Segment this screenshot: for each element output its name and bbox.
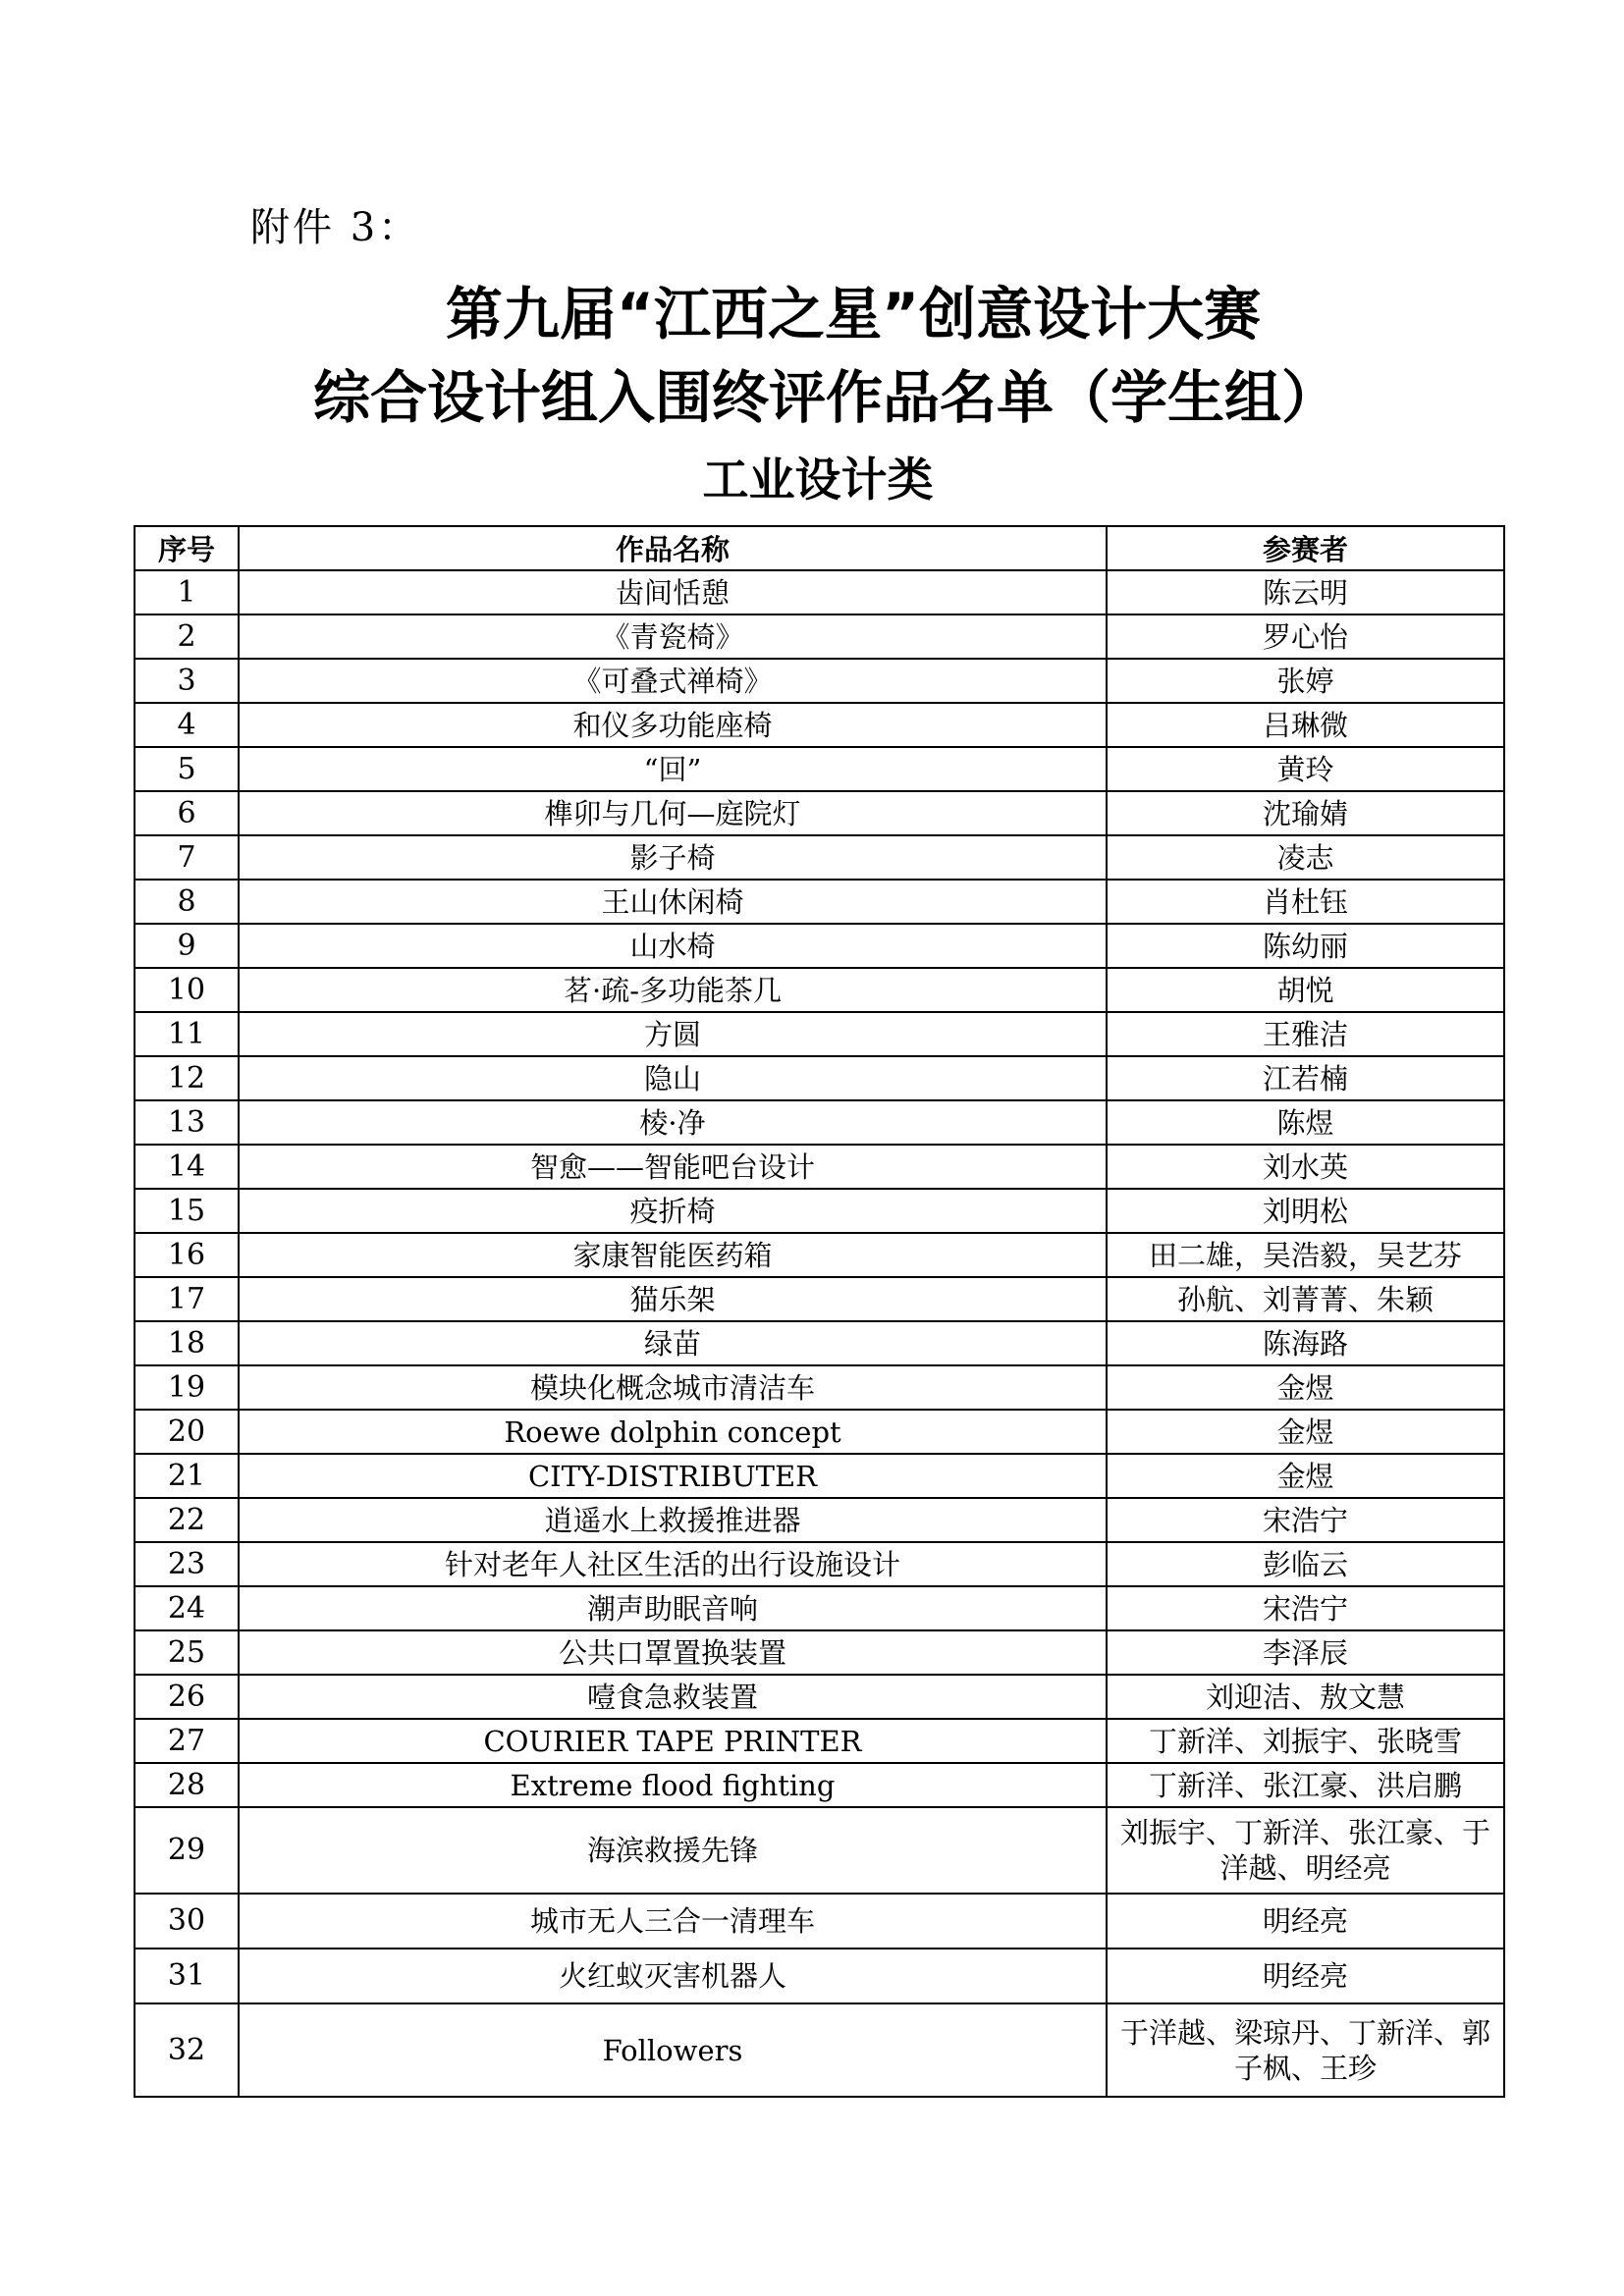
table-row (135, 1675, 1504, 1719)
row-work-title: CITY-DISTRIBUTER (239, 1454, 1107, 1498)
table-row (135, 1807, 1504, 1894)
row-participants: 田二雄，吴浩毅，吴艺芬 (1107, 1233, 1504, 1277)
row-work-title: 火红蚁灭害机器人 (239, 1949, 1107, 2003)
row-number: 22 (135, 1498, 239, 1542)
row-work-title: 茗·疏-多功能茶几 (239, 968, 1107, 1012)
table-row (135, 1630, 1504, 1675)
row-participants: 陈海路 (1107, 1321, 1504, 1365)
attachment-label: 附件 3： (250, 205, 421, 250)
row-participants: 张婷 (1107, 659, 1504, 703)
row-participants: 丁新洋、张江豪、洪启鹏 (1107, 1763, 1504, 1807)
row-number: 2 (135, 614, 239, 659)
table-header-row (135, 526, 1504, 570)
row-work-title: 齿间恬憩 (239, 570, 1107, 614)
table-row (135, 1277, 1504, 1321)
row-work-title: 隐山 (239, 1056, 1107, 1100)
row-participants: 凌志 (1107, 835, 1504, 880)
row-work-title: 疫折椅 (239, 1189, 1107, 1233)
table-row (135, 703, 1504, 747)
row-number: 28 (135, 1763, 239, 1807)
row-work-title: 榫卯与几何—庭院灯 (239, 791, 1107, 835)
row-participants: 刘迎洁、敖文慧 (1107, 1675, 1504, 1719)
row-work-title: 噎食急救装置 (239, 1675, 1107, 1719)
row-number: 26 (135, 1675, 239, 1719)
row-number: 10 (135, 968, 239, 1012)
row-work-title: 家康智能医药箱 (239, 1233, 1107, 1277)
row-number: 15 (135, 1189, 239, 1233)
row-participants: 刘水英 (1107, 1145, 1504, 1189)
row-participants: 沈瑜婧 (1107, 791, 1504, 835)
table-row (135, 570, 1504, 614)
table-row (135, 835, 1504, 880)
row-work-title: 山水椅 (239, 924, 1107, 968)
row-number: 9 (135, 924, 239, 968)
row-participants: 宋浩宁 (1107, 1498, 1504, 1542)
row-work-title: 方圆 (239, 1012, 1107, 1056)
row-participants: 罗心怡 (1107, 614, 1504, 659)
table-row (135, 1454, 1504, 1498)
table-body (135, 570, 1504, 2097)
header-participants: 参赛者 (1107, 526, 1504, 570)
row-work-title: 王山休闲椅 (239, 880, 1107, 924)
table-row (135, 1365, 1504, 1410)
row-number: 16 (135, 1233, 239, 1277)
document-title-line1: 第九届“江西之星”创意设计大赛 (445, 281, 1262, 347)
header-number: 序号 (135, 526, 239, 570)
row-work-title: 逍遥水上救援推进器 (239, 1498, 1107, 1542)
row-participants: 陈云明 (1107, 570, 1504, 614)
row-participants: 彭临云 (1107, 1542, 1504, 1586)
table-row (135, 1498, 1504, 1542)
row-work-title: 《可叠式禅椅》 (239, 659, 1107, 703)
row-participants: 明经亮 (1107, 1949, 1504, 2003)
row-number: 20 (135, 1410, 239, 1454)
row-participants: 陈幼丽 (1107, 924, 1504, 968)
row-number: 23 (135, 1542, 239, 1586)
row-participants: 金煜 (1107, 1410, 1504, 1454)
row-participants: 江若楠 (1107, 1056, 1504, 1100)
row-participants: 宋浩宁 (1107, 1586, 1504, 1630)
row-work-title: 模块化概念城市清洁车 (239, 1365, 1107, 1410)
table-row (135, 968, 1504, 1012)
row-number: 6 (135, 791, 239, 835)
row-number: 1 (135, 570, 239, 614)
row-work-title: 和仪多功能座椅 (239, 703, 1107, 747)
table-row (135, 791, 1504, 835)
row-participants: 孙航、刘菁菁、朱颖 (1107, 1277, 1504, 1321)
row-number: 7 (135, 835, 239, 880)
table-row (135, 1056, 1504, 1100)
row-participants: 刘明松 (1107, 1189, 1504, 1233)
row-work-title: 猫乐架 (239, 1277, 1107, 1321)
row-number: 13 (135, 1100, 239, 1145)
row-number: 19 (135, 1365, 239, 1410)
row-participants: 丁新洋、刘振宇、张晓雪 (1107, 1719, 1504, 1763)
row-work-title: 棱·净 (239, 1100, 1107, 1145)
row-number: 17 (135, 1277, 239, 1321)
table-row (135, 1100, 1504, 1145)
row-number: 24 (135, 1586, 239, 1630)
row-participants: 吕琳微 (1107, 703, 1504, 747)
table-row (135, 1763, 1504, 1807)
row-work-title: 针对老年人社区生活的出行设施设计 (239, 1542, 1107, 1586)
row-work-title: 《青瓷椅》 (239, 614, 1107, 659)
row-number: 30 (135, 1894, 239, 1949)
row-work-title: 公共口罩置换装置 (239, 1630, 1107, 1675)
row-number: 32 (135, 2003, 239, 2097)
table-row (135, 1145, 1504, 1189)
row-number: 12 (135, 1056, 239, 1100)
table-row (135, 1719, 1504, 1763)
row-work-title: 绿苗 (239, 1321, 1107, 1365)
row-number: 4 (135, 703, 239, 747)
header-work-title: 作品名称 (239, 526, 1107, 570)
row-participants: 金煜 (1107, 1454, 1504, 1498)
row-participants: 金煜 (1107, 1365, 1504, 1410)
row-number: 18 (135, 1321, 239, 1365)
row-number: 31 (135, 1949, 239, 2003)
row-number: 5 (135, 747, 239, 791)
row-work-title: Roewe dolphin concept (239, 1410, 1107, 1454)
row-work-title: Extreme flood fighting (239, 1763, 1107, 1807)
row-number: 25 (135, 1630, 239, 1675)
row-participants: 王雅洁 (1107, 1012, 1504, 1056)
table-row (135, 1321, 1504, 1365)
row-work-title: Followers (239, 2003, 1107, 2097)
table-row (135, 1410, 1504, 1454)
table-row (135, 924, 1504, 968)
row-participants: 黄玲 (1107, 747, 1504, 791)
row-work-title: “回” (239, 747, 1107, 791)
row-work-title: COURIER TAPE PRINTER (239, 1719, 1107, 1763)
row-number: 29 (135, 1807, 239, 1894)
row-work-title: 影子椅 (239, 835, 1107, 880)
table-row (135, 1189, 1504, 1233)
row-number: 11 (135, 1012, 239, 1056)
row-work-title: 城市无人三合一清理车 (239, 1894, 1107, 1949)
finalist-table (134, 525, 1505, 2098)
row-work-title: 智愈——智能吧台设计 (239, 1145, 1107, 1189)
row-number: 27 (135, 1719, 239, 1763)
table-row (135, 2003, 1504, 2097)
table-row (135, 880, 1504, 924)
table-row (135, 1949, 1504, 2003)
row-work-title: 海滨救援先锋 (239, 1807, 1107, 1894)
category-heading: 工业设计类 (702, 454, 934, 507)
table-row (135, 1894, 1504, 1949)
table-row (135, 1233, 1504, 1277)
row-participants: 陈煜 (1107, 1100, 1504, 1145)
table-row (135, 1586, 1504, 1630)
row-number: 14 (135, 1145, 239, 1189)
row-participants: 明经亮 (1107, 1894, 1504, 1949)
table-row (135, 1012, 1504, 1056)
table-row (135, 1542, 1504, 1586)
row-number: 3 (135, 659, 239, 703)
row-participants: 于洋越、梁琼丹、丁新洋、郭子枫、王珍 (1107, 2003, 1504, 2097)
row-participants: 李泽辰 (1107, 1630, 1504, 1675)
table-row (135, 614, 1504, 659)
row-participants: 胡悦 (1107, 968, 1504, 1012)
row-work-title: 潮声助眠音响 (239, 1586, 1107, 1630)
document-title-line2: 综合设计组入围终评作品名单（学生组） (312, 364, 1338, 431)
table-row (135, 747, 1504, 791)
row-participants: 肖杜钰 (1107, 880, 1504, 924)
row-number: 8 (135, 880, 239, 924)
table-row (135, 659, 1504, 703)
row-participants: 刘振宇、丁新洋、张江豪、于洋越、明经亮 (1107, 1807, 1504, 1894)
row-number: 21 (135, 1454, 239, 1498)
